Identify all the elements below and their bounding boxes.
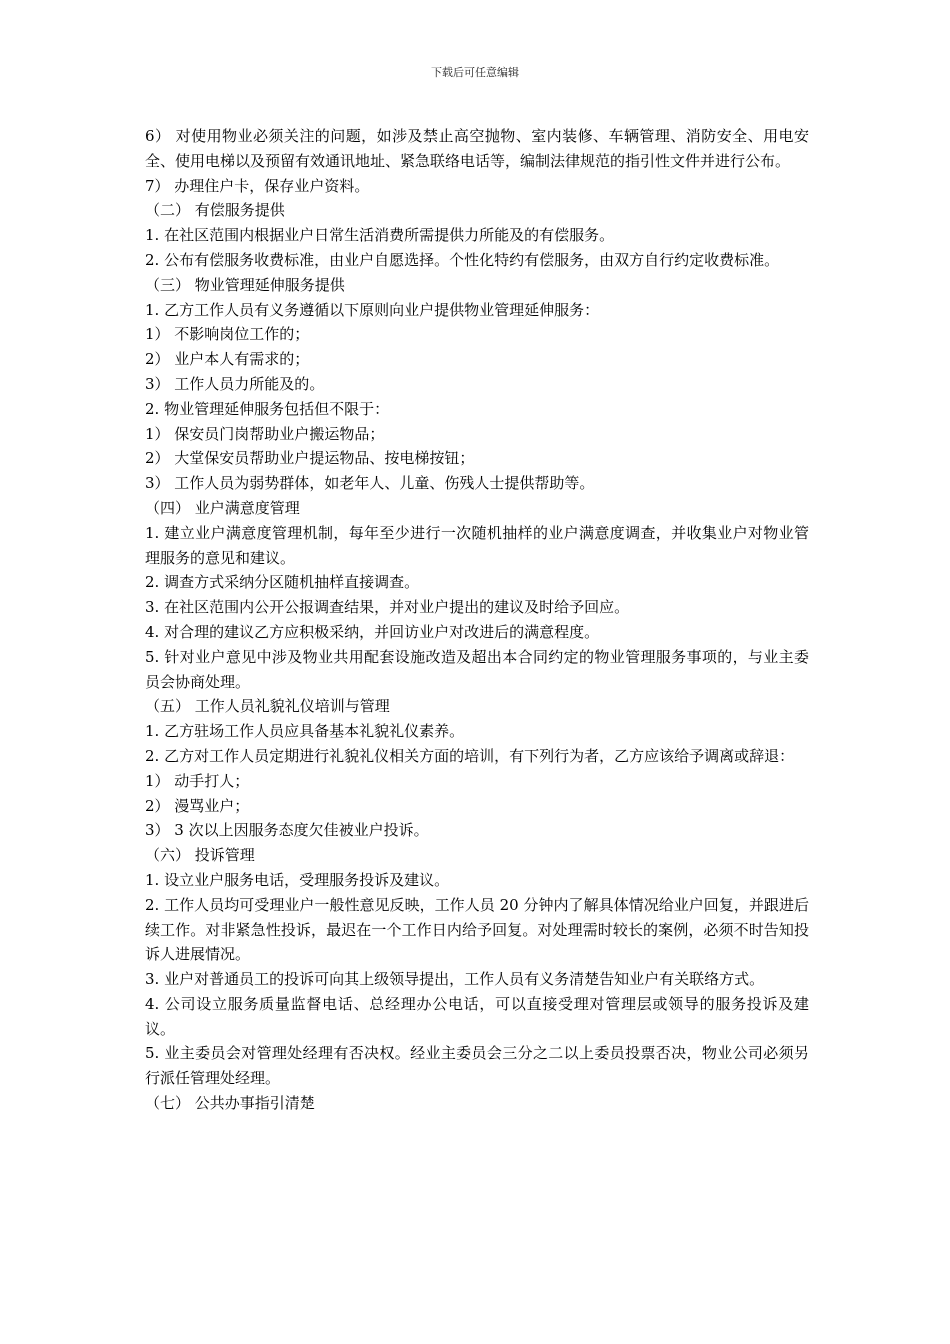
- section-heading-paid-services: （二） 有偿服务提供: [145, 201, 285, 220]
- paragraph-paid-1: 1. 在社区范围内根据业户日常生活消费所需提供力所能及的有偿服务。: [145, 226, 615, 245]
- paragraph-7-resident-card: 7） 办理住户卡，保存业户资料。: [145, 176, 370, 195]
- page-header: 下载后可任意编辑: [431, 66, 519, 79]
- paragraph-6-usage-notices: 6） 对使用物业必须关注的问题，如涉及禁止高空抛物、室内装修、车辆管理、消防安全、用电安全、使用电梯以及预留有效通讯地址、紧急联络电话等，编制法律规范的指引性文件并进行公布。: [145, 127, 809, 170]
- list-item-extended-1-1: 1） 不影响岗位工作的；: [145, 325, 310, 344]
- list-item-etiquette-2: 2） 漫骂业户；: [145, 796, 250, 815]
- paragraph-complaints-1: 1. 设立业户服务电话，受理服务投诉及建议。: [145, 870, 450, 889]
- list-item-etiquette-1: 1） 动手打人；: [145, 771, 250, 790]
- paragraph-etiquette-1: 1. 乙方驻场工作人员应具备基本礼貌礼仪素养。: [145, 722, 465, 741]
- paragraph-extended-1: 1. 乙方工作人员有义务遵循以下原则向业户提供物业管理延伸服务：: [145, 300, 600, 319]
- list-item-etiquette-3: 3） 3 次以上因服务态度欠佳被业户投诉。: [145, 821, 429, 840]
- document-body: [145, 124, 809, 1116]
- section-heading-public-guidance: （七） 公共办事指引清楚: [145, 1094, 315, 1113]
- section-heading-extended-services: （三） 物业管理延伸服务提供: [145, 275, 345, 294]
- paragraph-complaints-3: 3. 业户对普通员工的投诉可向其上级领导提出，工作人员有义务清楚告知业户有关联络方式。: [145, 970, 765, 989]
- paragraph-satisfaction-1: 1. 建立业户满意度管理机制，每年至少进行一次随机抽样的业户满意度调查，并收集业户对物业管理服务的意见和建议。: [145, 523, 809, 567]
- paragraph-complaints-4: 4. 公司设立服务质量监督电话、总经理办公电话，可以直接受理对管理层或领导的服务投诉及建议。: [145, 994, 809, 1038]
- list-item-extended-1-2: 2） 业户本人有需求的；: [145, 350, 310, 369]
- paragraph-satisfaction-5: 5. 针对业户意见中涉及物业共用配套设施改造及超出本合同约定的物业管理服务事项的，与业主委员会协商处理。: [145, 647, 809, 691]
- paragraph-complaints-5: 5. 业主委员会对管理处经理有否决权。经业主委员会三分之二以上委员投票否决，物业公司必须另行派任管理处经理。: [145, 1044, 809, 1088]
- list-item-extended-1-3: 3） 工作人员力所能及的。: [145, 374, 325, 393]
- paragraph-etiquette-2: 2. 乙方对工作人员定期进行礼貌礼仪相关方面的培训，有下列行为者，乙方应该给予调离或辞退：: [145, 746, 795, 765]
- paragraph-satisfaction-2: 2. 调查方式采纳分区随机抽样直接调查。: [145, 573, 420, 592]
- list-item-extended-2-1: 1） 保安员门岗帮助业户搬运物品；: [145, 424, 385, 443]
- section-heading-satisfaction: （四） 业户满意度管理: [145, 498, 300, 517]
- list-item-extended-2-3: 3） 工作人员为弱势群体，如老年人、儿童、伤残人士提供帮助等。: [145, 474, 595, 493]
- list-item-extended-2-2: 2） 大堂保安员帮助业户提运物品、按电梯按钮；: [145, 449, 475, 468]
- paragraph-extended-2: 2. 物业管理延伸服务包括但不限于：: [145, 399, 390, 418]
- paragraph-satisfaction-3: 3. 在社区范围内公开公报调查结果，并对业户提出的建议及时给予回应。: [145, 598, 630, 617]
- paragraph-paid-2: 2. 公布有偿服务收费标准，由业户自愿选择。个性化特约有偿服务，由双方自行约定收费标准。: [145, 250, 780, 269]
- paragraph-satisfaction-4: 4. 对合理的建议乙方应积极采纳，并回访业户对改进后的满意程度。: [145, 622, 600, 641]
- section-heading-complaints: （六） 投诉管理: [145, 846, 255, 865]
- paragraph-complaints-2: 2. 工作人员均可受理业户一般性意见反映，工作人员 20 分钟内了解具体情况给业户回复，并跟进后续工作。对非紧急性投诉，最迟在一个工作日内给予回复。对处理需时较长的案例，必须不时告知投诉人进展情况。: [145, 895, 809, 964]
- section-heading-etiquette: （五） 工作人员礼貌礼仪培训与管理: [145, 697, 390, 716]
